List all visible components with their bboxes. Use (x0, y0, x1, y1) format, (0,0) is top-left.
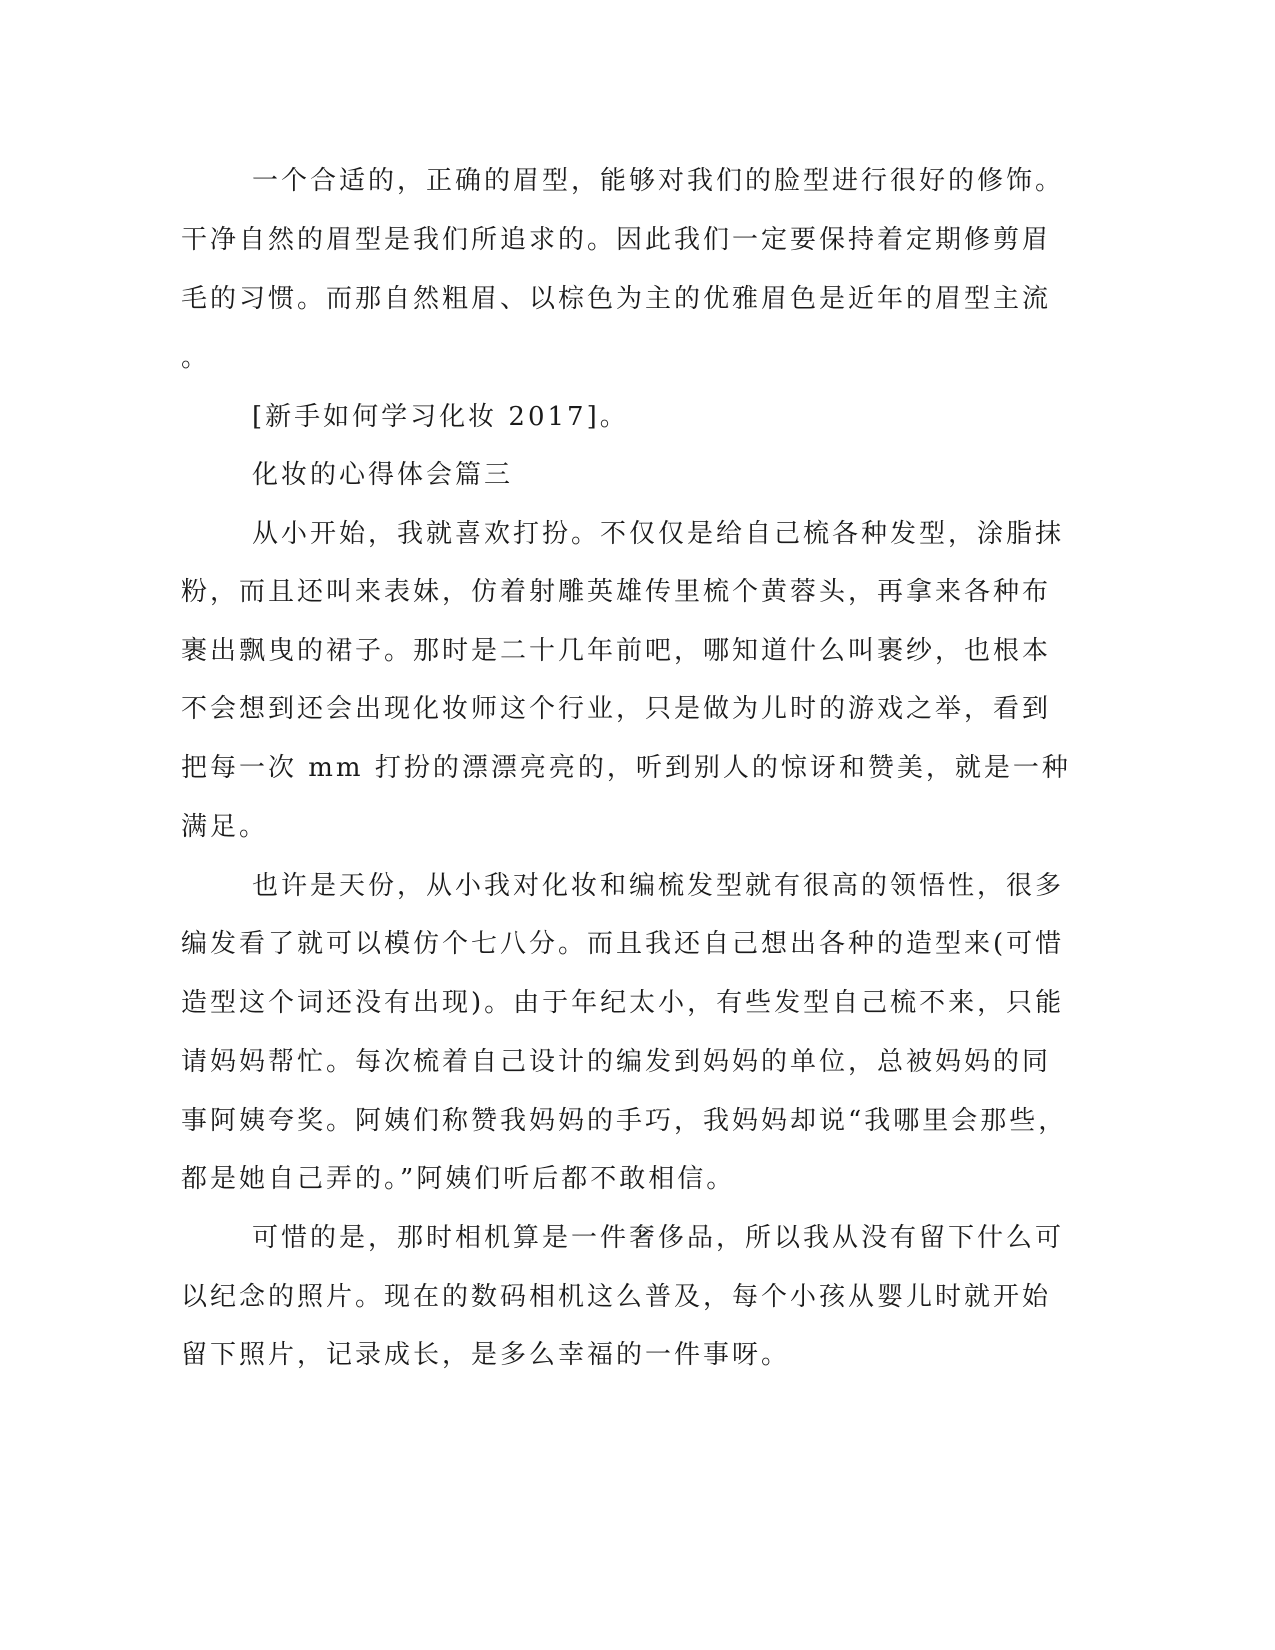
text-line: 满足。 (181, 812, 269, 842)
text-line: 事阿姨夸奖。阿姨们称赞我妈妈的手巧，我妈妈却说“我哪里会那些， (181, 1106, 1068, 1136)
text-line: 留下照片，记录成长，是多么幸福的一件事呀。 (181, 1340, 791, 1370)
text-line: 把每一次 mm 打扮的漂漂亮亮的，听到别人的惊讶和赞美，就是一种 (181, 753, 1071, 783)
text-line: 粉，而且还叫来表妹，仿着射雕英雄传里梳个黄蓉头，再拿来各种布 (181, 577, 1052, 607)
text-line: 编发看了就可以模仿个七八分。而且我还自己想出各种的造型来(可惜 (181, 929, 1065, 959)
text-line: 造型这个词还没有出现)。由于年纪太小，有些发型自己梳不来，只能 (181, 988, 1065, 1018)
text-line: 毛的习惯。而那自然粗眉、以棕色为主的优雅眉色是近年的眉型主流 (181, 284, 1052, 314)
text-line: 都是她自己弄的。”阿姨们听后都不敢相信。 (181, 1164, 736, 1194)
text-line: 也许是天份，从小我对化妆和编梳发型就有很高的领悟性，很多 (252, 871, 1065, 901)
text-line: 以纪念的照片。现在的数码相机这么普及，每个小孩从婴儿时就开始 (181, 1282, 1052, 1312)
text-line: 干净自然的眉型是我们所追求的。因此我们一定要保持着定期修剪眉 (181, 225, 1052, 255)
text-line: 一个合适的，正确的眉型，能够对我们的脸型进行很好的修饰。 (252, 166, 1065, 196)
text-line: 不会想到还会出现化妆师这个行业，只是做为儿时的游戏之举，看到 (181, 694, 1052, 724)
text-line: 可惜的是，那时相机算是一件奢侈品，所以我从没有留下什么可 (252, 1223, 1065, 1253)
text-line: 。 (181, 343, 211, 373)
text-line: [新手如何学习化妆 2017]。 (252, 402, 629, 432)
text-line: 裹出飘曳的裙子。那时是二十几年前吧，哪知道什么叫裹纱，也根本 (181, 636, 1052, 666)
text-line: 请妈妈帮忙。每次梳着自己设计的编发到妈妈的单位，总被妈妈的同 (181, 1047, 1052, 1077)
text-line: 从小开始，我就喜欢打扮。不仅仅是给自己梳各种发型，涂脂抹 (252, 519, 1065, 549)
section-heading: 化妆的心得体会篇三 (252, 460, 514, 490)
